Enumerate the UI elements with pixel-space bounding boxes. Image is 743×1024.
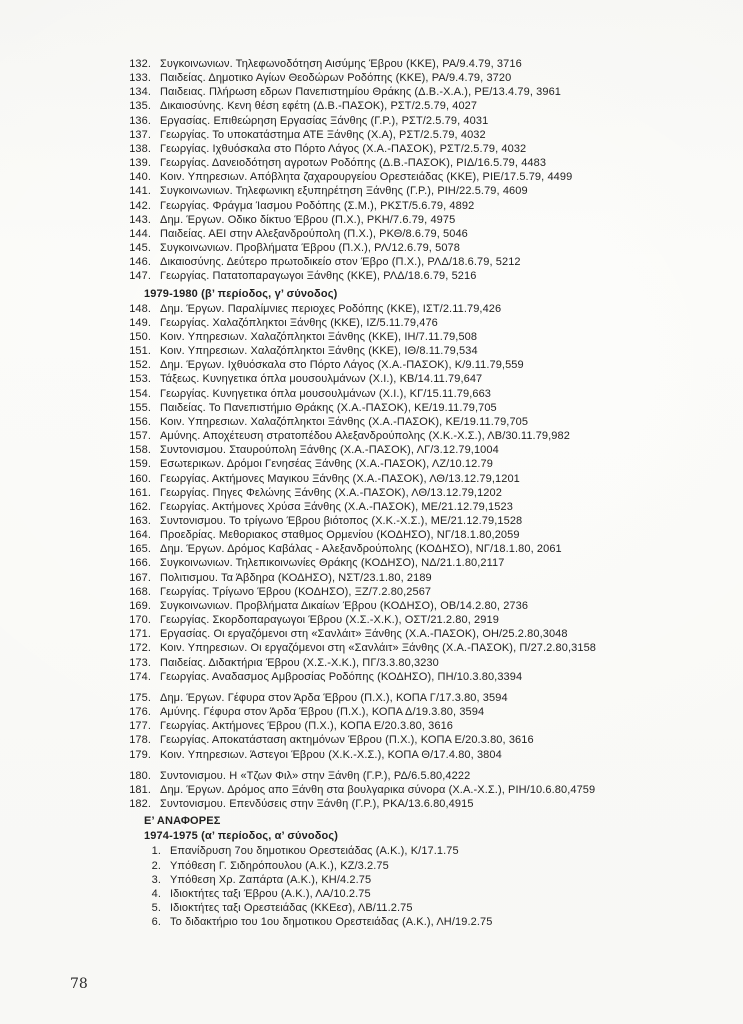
list-item: [108, 887, 718, 901]
list-item: [108, 500, 718, 514]
entry-text: Υπόθεση Γ. Σιδηρόπουλου (Α.Κ.), ΚΖ/3.2.75: [170, 859, 389, 872]
entry-text: Γεωργίας. Το υποκατάστημα ΑΤΕ Ξάνθης (Χ.Α), ΡΣΤ/2.5.79, 4032: [160, 128, 486, 141]
entry-number: 154.: [129, 387, 151, 400]
list-item: [108, 670, 718, 684]
entry-number: 132.: [129, 58, 151, 70]
entry-text: Γεωργίας. Κυνηγετικα όπλα μουσουλμάνων (Χ.Ι.), ΚΓ/15.11.79,663: [160, 387, 492, 400]
entry-number: 134.: [129, 86, 151, 99]
entry-number: 166.: [129, 557, 151, 570]
entry-number: 174.: [129, 670, 151, 683]
entry-number: 178.: [129, 734, 151, 747]
list-item: [108, 255, 718, 269]
entry-list: [108, 691, 718, 762]
entry-text: Πολιτισμου. Τα Άβδηρα (ΚΟΔΗΣΟ), ΝΣΤ/23.1.80, 2189: [160, 571, 432, 584]
list-item: [108, 71, 718, 85]
entry-list: [108, 57, 718, 284]
list-item: [108, 719, 718, 733]
entry-text: Παιδείας. ΑΕΙ στην Αλεξανδρούπολη (Π.Χ.), ΡΚΘ/8.6.79, 5046: [160, 227, 468, 240]
entry-text: Παιδειας. Πλήρωση εδρων Πανεπιστημίου Θράκης (Δ.Β.-Χ.Α.), ΡΕ/13.4.79, 3961: [160, 86, 561, 99]
entry-text: Παιδείας. Το Πανεπιστήμιο Θράκης (Χ.Α.-ΠΑΣΟΚ), ΚΕ/19.11.79,705: [160, 401, 497, 414]
entry-list: [108, 302, 718, 684]
entry-text: Τάξεως. Κυνηγετικα όπλα μουσουλμάνων (Χ.Ι.), ΚΒ/14.11.79,647: [160, 373, 483, 386]
entry-text: Δημ. Έργων. Παραλίμνιες περιοχες Ροδόπης (ΚΚΕ), ΙΣΤ/2.11.79,426: [160, 302, 502, 315]
list-item: [108, 199, 718, 213]
list-item: [108, 358, 718, 372]
list-item: [108, 613, 718, 627]
list-item: [108, 599, 718, 613]
entry-number: 163.: [129, 515, 151, 527]
entry-number: 143.: [129, 213, 151, 226]
entry-text: Γεωργίας. Δανειοδότηση αγροτων Ροδόπης (Δ.Β.-ΠΑΣΟΚ), ΡΙΔ/16.5.79, 4483: [160, 157, 547, 170]
entry-number: 161.: [129, 486, 151, 499]
entry-number: 175.: [129, 691, 151, 704]
entry-text: Δημ. Έργων. Γέφυρα στον Άρδα Έβρου (Π.Χ.), ΚΟΠΑ Γ/17.3.80, 3594: [160, 691, 508, 704]
entry-text: Κοιν. Υπηρεσιων. Χαλαζόπληκτοι Ξάνθης (Χ.Α.-ΠΑΣΟΚ), ΚΕ/19.11.79,705: [160, 415, 529, 428]
entry-number: 6.: [151, 916, 161, 929]
entry-text: Κοιν. Υπηρεσιων. Χαλαζόπληκτοι Ξάνθης (ΚΚΕ), ΙΗ/7.11.79,508: [160, 330, 478, 343]
entry-number: 180.: [129, 769, 151, 782]
list-item: [108, 213, 718, 227]
entry-text: Δημ. Έργων. Δρόμος Καβάλας - Αλεξανδρούπολης (ΚΟΔΗΣΟ), ΝΓ/18.1.80, 2061: [160, 543, 562, 556]
page-number: 78: [70, 976, 88, 992]
entry-text: Γεωργίας. Αναδασμος Αμβροσίας Ροδόπης (ΚΟΔΗΣΟ), ΠΗ/10.3.80,3394: [160, 670, 523, 683]
list-item: [108, 585, 718, 599]
list-item: [108, 571, 718, 585]
entry-number: 158.: [129, 444, 151, 457]
entry-text: Γεωργίας. Πατατοπαραγωγοι Ξάνθης (ΚΚΕ), ΡΛΔ/18.6.79, 5216: [160, 270, 477, 283]
entry-text: Γεωργίας. Σκορδοπαραγωγοι Έβρου (Χ.Σ.-Χ.Κ.), ΟΣΤ/21.2.80, 2919: [160, 614, 499, 627]
list-item: [108, 387, 718, 401]
list-item: [108, 627, 718, 641]
list-item: [108, 57, 718, 71]
entry-number: 140.: [129, 171, 151, 184]
entry-text: Συντονισμου. Η «Τζων Φιλ» στην Ξάνθη (Γ.Ρ.), ΡΔ/6.5.80,4222: [160, 769, 471, 782]
entry-number: 160.: [129, 472, 151, 485]
entry-number: 141.: [129, 185, 151, 198]
entry-text: Συγκοινωνιων. Τηλεφωνοδότηση Αισύμης Έβρου (ΚΚΕ), ΡΑ/9.4.79, 3716: [160, 58, 522, 70]
entry-text: Δικαιοσύνης. Δεύτερο πρωτοδικείο στον Έβρο (Π.Χ.), ΡΛΔ/18.6.79, 5212: [160, 256, 521, 269]
entry-number: 151.: [129, 345, 151, 358]
list-item: [108, 156, 718, 170]
entry-text: Υπόθεση Χρ. Ζαπάρτα (Α.Κ.), ΚΗ/4.2.75: [170, 873, 372, 886]
entry-number: 4.: [151, 887, 161, 900]
list-item: [108, 656, 718, 670]
list-item: [108, 241, 718, 255]
entry-number: 172.: [129, 642, 151, 655]
document-content: [108, 57, 718, 929]
entry-number: 169.: [129, 599, 151, 612]
entry-number: 3.: [151, 873, 161, 886]
list-item: [108, 514, 718, 528]
entry-number: 2.: [151, 859, 161, 872]
entry-text: Παιδείας. Διδακτήρια Έβρου (Χ.Σ.-Χ.Κ.), ΠΓ/3.3.80,3230: [160, 656, 439, 669]
list-item: [108, 170, 718, 184]
section-heading: 1979-1980 (β’ περίοδος, γ’ σύνοδος): [144, 287, 338, 300]
entry-number: 144.: [129, 227, 151, 240]
entry-text: Ιδιοκτήτες ταξι Έβρου (Α.Κ.), ΛΑ/10.2.75: [170, 887, 371, 900]
list-item: [108, 472, 718, 486]
entry-number: 142.: [129, 199, 151, 212]
entry-number: 164.: [129, 529, 151, 542]
list-item: [108, 691, 718, 705]
entry-number: 157.: [129, 430, 151, 443]
entry-number: 133.: [129, 72, 151, 85]
entry-text: Συντονισμου. Το τρίγωνο Έβρου βιότοπος (Χ.Κ.-Χ.Σ.), ΜΕ/21.12.79,1528: [160, 515, 523, 527]
list-item: [108, 769, 718, 783]
entry-number: 155.: [129, 401, 151, 414]
entry-text: Γεωργίας. Ιχθυόσκαλα στο Πόρτο Λάγος (Χ.Α.-ΠΑΣΟΚ), ΡΣΤ/2.5.79, 4032: [160, 142, 527, 155]
list-item: [108, 556, 718, 570]
entry-text: Δημ. Έργων. Οδικο δίκτυο Έβρου (Π.Χ.), ΡΚΗ/7.6.79, 4975: [160, 213, 456, 226]
entry-number: 168.: [129, 585, 151, 598]
entry-text: Κοιν. Υπηρεσιων. Άστεγοι Έβρου (Χ.Κ.-Χ.Σ.), ΚΟΠΑ Θ/17.4.80, 3804: [160, 748, 502, 761]
entry-text: Γεωργίας. Ακτήμονες Έβρου (Π.Χ.), ΚΟΠΑ Ε/20.3.80, 3616: [160, 720, 454, 733]
entry-list: [108, 769, 718, 811]
entry-text: Ιδιοκτήτες ταξι Ορεστειάδας (ΚΚΕεσ), ΛΒ/11.2.75: [170, 902, 413, 915]
entry-list: [108, 844, 718, 929]
entry-number: 1.: [151, 845, 161, 858]
entry-number: 137.: [129, 128, 151, 141]
list-item: [108, 901, 718, 915]
entry-number: 181.: [129, 783, 151, 796]
entry-number: 177.: [129, 720, 151, 733]
entry-text: Το διδακτήριο του 1ου δημοτικου Ορεστειάδας (Α.Κ.), ΛΗ/19.2.75: [170, 916, 493, 929]
list-item: [108, 330, 718, 344]
entry-number: 139.: [129, 157, 151, 170]
list-item: [108, 415, 718, 429]
entry-number: 179.: [129, 748, 151, 761]
list-item: [108, 457, 718, 471]
entry-text: Συγκοινωνιων. Προβλήματα Έβρου (Π.Χ.), ΡΛ/12.6.79, 5078: [160, 242, 460, 255]
section-heading: 1974-1975 (α’ περίοδος, α’ σύνοδος): [144, 830, 339, 843]
entry-number: 170.: [129, 614, 151, 627]
list-item: [108, 142, 718, 156]
entry-text: Συντονισμου. Επενδύσεις στην Ξάνθη (Γ.Ρ.), ΡΚΑ/13.6.80,4915: [160, 797, 474, 810]
list-item: [108, 705, 718, 719]
list-item: [108, 733, 718, 747]
entry-number: 165.: [129, 543, 151, 556]
entry-text: Γεωργίας. Αποκατάσταση ακτημόνων Έβρου (Π.Χ.), ΚΟΠΑ Ε/20.3.80, 3616: [160, 734, 534, 747]
entry-text: Δημ. Έργων. Ιχθυόσκαλα στο Πόρτο Λάγος (Χ.Α.-ΠΑΣΟΚ), Κ/9.11.79,559: [160, 359, 524, 372]
list-item: [108, 915, 718, 929]
entry-number: 152.: [129, 359, 151, 372]
entry-text: Γεωργίας. Φράγμα Ίασμου Ροδόπης (Σ.Μ.), ΡΚΣΤ/5.6.79, 4892: [160, 199, 475, 212]
section-heading: Ε’ ΑΝΑΦΟΡΕΣ: [144, 815, 221, 828]
entry-text: Δημ. Έργων. Δρόμος απο Ξάνθη στα βουλγαρικα σύνορα (Χ.Α.-Χ.Σ.), ΡΙΗ/10.6.80,4759: [160, 783, 596, 796]
list-item: [108, 844, 718, 858]
list-item: [108, 443, 718, 457]
entry-text: Γεωργίας. Τρίγωνο Έβρου (ΚΟΔΗΣΟ), ΞΖ/7.2.80,2567: [160, 585, 432, 598]
list-item: [108, 641, 718, 655]
entry-number: 136.: [129, 114, 151, 127]
entry-number: 159.: [129, 458, 151, 471]
list-item: [108, 429, 718, 443]
entry-number: 182.: [129, 797, 151, 810]
entry-number: 173.: [129, 656, 151, 669]
entry-number: 162.: [129, 500, 151, 513]
entry-text: Προεδρίας. Μεθοριακος σταθμος Ορμενίου (ΚΟΔΗΣΟ), ΝΓ/18.1.80,2059: [160, 529, 520, 542]
entry-number: 171.: [129, 628, 151, 641]
entry-text: Αμύνης. Αποχέτευση στρατοπέδου Αλεξανδρούπολης (Χ.Κ.-Χ.Σ.), ΛΒ/30.11.79,982: [160, 430, 570, 443]
entry-text: Επανίδρυση 7ου δημοτικου Ορεστειάδας (Α.Κ.), Κ/17.1.75: [170, 845, 459, 858]
entry-number: 145.: [129, 242, 151, 255]
entry-number: 167.: [129, 571, 151, 584]
list-item: [108, 99, 718, 113]
entry-text: Γεωργίας. Πηγες Φελώνης Ξάνθης (Χ.Α.-ΠΑΣΟΚ), ΛΘ/13.12.79,1202: [160, 486, 502, 499]
entry-text: Συγκοινωνιων. Τηλεπικοινωνίες Θράκης (ΚΟΔΗΣΟ), ΝΔ/21.1.80,2117: [160, 557, 505, 570]
entry-number: 150.: [129, 330, 151, 343]
entry-text: Εργασίας. Οι εργαζόμενοι στη «Σανλάιτ» Ξάνθης (Χ.Α.-ΠΑΣΟΚ), ΟΗ/25.2.80,3048: [160, 628, 568, 641]
entry-text: Εργασίας. Επιθεώρηση Εργασίας Ξάνθης (Γ.Ρ.), ΡΣΤ/2.5.79, 4031: [160, 114, 489, 127]
entry-number: 176.: [129, 706, 151, 719]
entry-number: 156.: [129, 415, 151, 428]
list-item: [108, 269, 718, 283]
entry-text: Γεωργίας. Χαλαζόπληκτοι Ξάνθης (ΚΚΕ), ΙΖ/5.11.79,476: [160, 316, 438, 329]
entry-text: Δικαιοσύνης. Κενη θέση εφέτη (Δ.Β.-ΠΑΣΟΚ), ΡΣΤ/2.5.79, 4027: [160, 100, 478, 113]
list-item: [108, 184, 718, 198]
entry-number: 149.: [129, 316, 151, 329]
entry-number: 5.: [151, 902, 161, 915]
list-item: [108, 401, 718, 415]
list-item: [108, 859, 718, 873]
list-item: [108, 372, 718, 386]
entry-text: Κοιν. Υπηρεσιων. Χαλαζόπληκτοι Ξάνθης (ΚΚΕ), ΙΘ/8.11.79,534: [160, 345, 478, 358]
list-item: [108, 528, 718, 542]
entry-text: Συγκοινωνιων. Προβλήματα Δικαίων Έβρου (ΚΟΔΗΣΟ), ΟΒ/14.2.80, 2736: [160, 599, 529, 612]
list-item: [108, 128, 718, 142]
entry-number: 146.: [129, 256, 151, 269]
entry-text: Αμύνης. Γέφυρα στον Άρδα Έβρου (Π.Χ.), ΚΟΠΑ Δ/19.3.80, 3594: [160, 706, 485, 719]
entry-number: 147.: [129, 270, 151, 283]
entry-number: 148.: [129, 302, 151, 315]
entry-text: Παιδείας. Δημοτικο Αγίων Θεοδώρων Ροδόπης (ΚΚΕ), ΡΑ/9.4.79, 3720: [160, 72, 512, 85]
entry-text: Συντονισμου. Σταυρούπολη Ξάνθης (Χ.Α.-ΠΑΣΟΚ), ΛΓ/3.12.79,1004: [160, 444, 499, 457]
list-item: [108, 316, 718, 330]
entry-text: Συγκοινωνιων. Τηλεφωνικη εξυπηρέτηση Ξάνθης (Γ.Ρ.), ΡΙΗ/22.5.79, 4609: [160, 185, 528, 198]
list-item: [108, 542, 718, 556]
list-item: [108, 114, 718, 128]
list-item: [108, 227, 718, 241]
entry-text: Γεωργίας. Ακτήμονες Χρύσα Ξάνθης (Χ.Α.-ΠΑΣΟΚ), ΜΕ/21.12.79,1523: [160, 500, 513, 513]
entry-number: 138.: [129, 142, 151, 155]
entry-text: Γεωργίας. Ακτήμονες Μαγικου Ξάνθης (Χ.Α.-ΠΑΣΟΚ), ΛΘ/13.12.79,1201: [160, 472, 520, 485]
list-item: [108, 85, 718, 99]
entry-number: 135.: [129, 100, 151, 113]
list-item: [108, 344, 718, 358]
list-item: [108, 783, 718, 797]
entry-text: Εσωτερικων. Δρόμοι Γενησέας Ξάνθης (Χ.Α.-ΠΑΣΟΚ), ΛΖ/10.12.79: [160, 458, 493, 471]
list-item: [108, 873, 718, 887]
list-item: [108, 302, 718, 316]
list-item: [108, 748, 718, 762]
list-item: [108, 486, 718, 500]
entry-text: Κοιν. Υπηρεσιων. Απόβλητα ζαχαρουργείου Ορεστειάδας (ΚΚΕ), ΡΙΕ/17.5.79, 4499: [160, 171, 573, 184]
entry-text: Κοιν. Υπηρεσιων. Οι εργαζόμενοι στη «Σανλάιτ» Ξάνθης (Χ.Α.-ΠΑΣΟΚ), Π/27.2.80,3158: [160, 642, 597, 655]
entry-number: 153.: [129, 373, 151, 386]
list-item: [108, 797, 718, 811]
